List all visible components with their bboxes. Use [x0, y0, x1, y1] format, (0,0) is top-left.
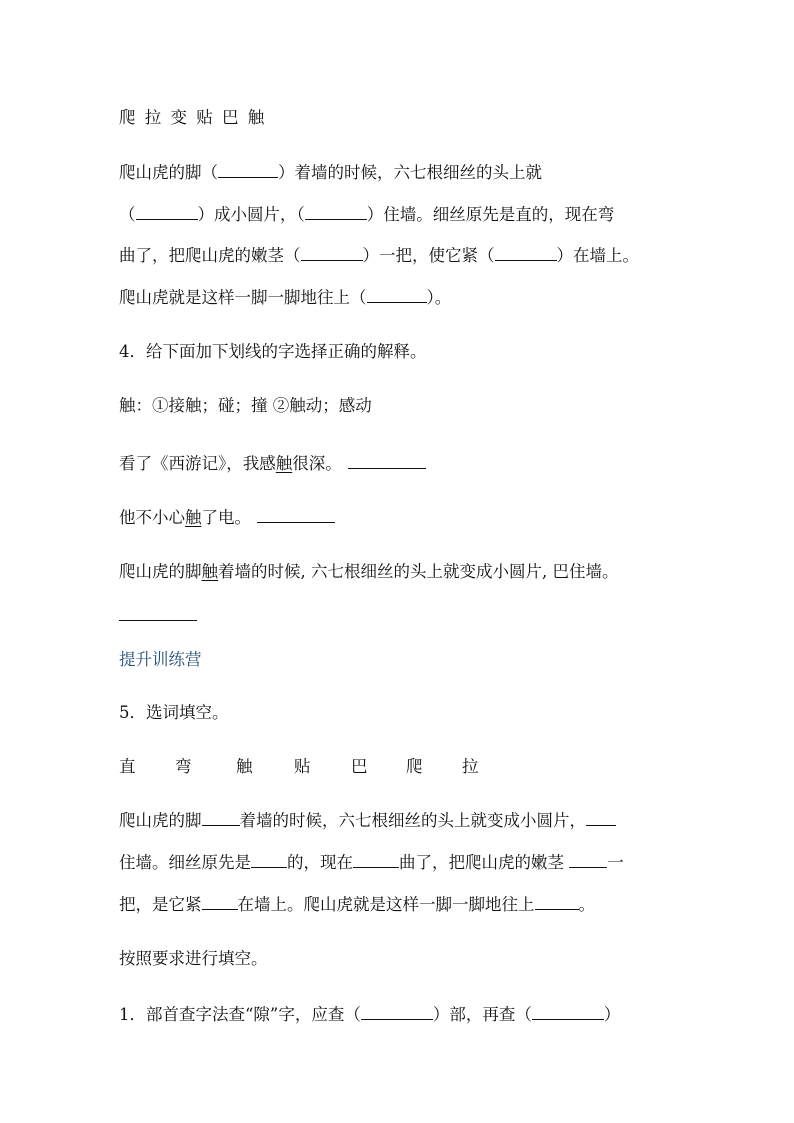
definition-line: 触：①接触；碰；撞 ②触动；感动	[119, 396, 372, 415]
fill-paragraph-line-2	[119, 203, 614, 227]
text: ）	[603, 1005, 621, 1024]
underlined-char: 触	[275, 454, 293, 473]
answer-blank[interactable]	[119, 604, 197, 621]
text: ）在墙上。	[556, 246, 639, 265]
sentence-2	[119, 506, 335, 530]
question-4-prompt: 4．给下面加下划线的字选择正确的解释。	[119, 342, 427, 361]
text: ）。	[426, 288, 452, 307]
sentence-3	[119, 560, 618, 584]
q5-paragraph-line-1	[119, 809, 616, 833]
answer-blank[interactable]	[301, 244, 363, 261]
fill-paragraph-line-3	[119, 244, 639, 268]
word-bank: 爬 拉 变 贴 巴 触	[119, 108, 267, 127]
text: 曲了，把爬山虎的嫩茎（	[119, 246, 301, 265]
answer-blank[interactable]	[202, 893, 238, 910]
text: 曲了，把爬山虎的嫩茎	[399, 853, 570, 872]
word-choice: 直	[119, 757, 136, 776]
word-choices	[119, 755, 479, 779]
question-1	[119, 1003, 620, 1027]
text: 他不小心	[119, 508, 185, 527]
word-choice: 贴	[294, 757, 311, 776]
text: 的，现在	[287, 853, 353, 872]
answer-blank[interactable]	[202, 809, 240, 826]
text: 1．部首查字法查“隙”字，应查（	[119, 1005, 361, 1024]
text: ）住墙。细丝原先是直的，现在弯	[366, 205, 615, 224]
text: 着墙的时候，六七根细丝的头上就变成小圆片，	[239, 811, 586, 830]
text: 把，是它紧	[119, 895, 202, 914]
word-choice: 弯	[175, 757, 192, 776]
section-heading: 提升训练营	[119, 650, 202, 669]
answer-blank[interactable]	[305, 203, 367, 220]
word-choice: 爬	[406, 757, 423, 776]
answer-blank[interactable]	[495, 244, 557, 261]
text: ）成小圆片，（	[197, 205, 305, 224]
fill-paragraph-line-1	[119, 161, 542, 185]
text: 一	[607, 853, 624, 872]
fill-paragraph-line-4	[119, 286, 451, 310]
word-choice: 巴	[351, 757, 368, 776]
answer-blank[interactable]	[251, 851, 287, 868]
text: 在墙上。爬山虎就是这样一脚一脚地往上	[237, 895, 535, 914]
text: ）部，再查（	[432, 1005, 532, 1024]
answer-blank[interactable]	[348, 452, 426, 469]
text: 着墙的时候, 六七根细丝的头上就变成小圆片, 巴住墙。	[218, 562, 619, 581]
answer-blank[interactable]	[218, 161, 278, 178]
sentence-3-answer	[119, 604, 197, 628]
text: ）一把，使它紧（	[362, 246, 495, 265]
text: 爬山虎的脚	[119, 562, 202, 581]
answer-blank[interactable]	[367, 286, 427, 303]
word-choice: 拉	[462, 757, 479, 776]
text: 。	[578, 895, 595, 914]
underlined-char: 触	[201, 562, 218, 581]
answer-blank[interactable]	[136, 203, 198, 220]
answer-blank[interactable]	[586, 809, 616, 826]
q5-paragraph-line-3	[119, 893, 595, 917]
instruction: 按照要求进行填空。	[119, 949, 268, 968]
text: 爬山虎的脚（	[119, 163, 218, 182]
answer-blank[interactable]	[257, 506, 335, 523]
text: 住墙。细丝原先是	[119, 853, 251, 872]
answer-blank[interactable]	[569, 851, 607, 868]
text: 了电。	[201, 508, 251, 527]
answer-blank[interactable]	[532, 1003, 604, 1020]
answer-blank[interactable]	[535, 893, 579, 910]
text: （	[119, 205, 136, 224]
underlined-char: 触	[185, 508, 202, 527]
text: ）着墙的时候，六七根细丝的头上就	[278, 163, 542, 182]
sentence-1	[119, 452, 426, 476]
word-choice: 触	[236, 757, 253, 776]
answer-blank[interactable]	[361, 1003, 433, 1020]
text: 看了《西游记》，我感	[119, 454, 276, 473]
text: 爬山虎的脚	[119, 811, 202, 830]
question-5-prompt: 5．选词填空。	[119, 703, 229, 722]
text: 爬山虎就是这样一脚一脚地往上（	[119, 288, 367, 307]
q5-paragraph-line-2	[119, 851, 624, 875]
answer-blank[interactable]	[353, 851, 399, 868]
text: 很深。	[292, 454, 342, 473]
